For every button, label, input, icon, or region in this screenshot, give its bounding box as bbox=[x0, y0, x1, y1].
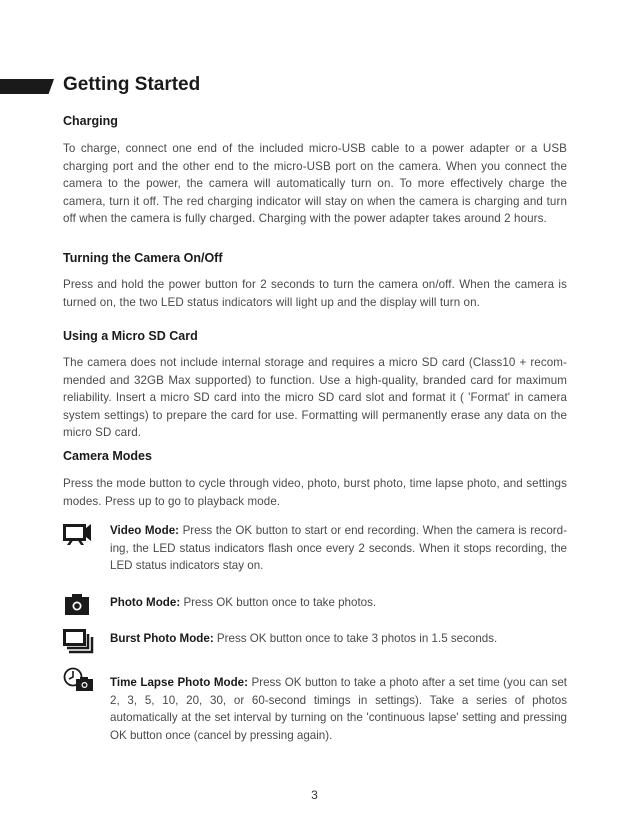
burst-mode-label: Burst Photo Mode: bbox=[110, 632, 214, 645]
timelapse-mode-text bbox=[110, 674, 567, 744]
timelapse-mode-desc: Press OK button to take a photo after a set time (you can set 2, 3, 5, 10, 20, 30, or 60-second timings in settings). Take a series of photos automatically at the set interval by turning on the 'continuous lapse' setting and pressing OK button once (cancel by pressing again). bbox=[110, 676, 567, 742]
burst-photo-icon bbox=[63, 628, 95, 654]
modes-body: Press the mode button to cycle through video, photo, burst photo, time lapse photo, and settings modes. Press up to go to playback mode. bbox=[63, 477, 567, 508]
burst-mode-text bbox=[110, 630, 567, 648]
video-mode-desc: Press the OK button to start or end recording. When the camera is record-ing, the LED status indicators flash once every 2 seconds. When it stops recording, the LED status indicators stay on. bbox=[110, 524, 567, 572]
timelapse-mode-label: Time Lapse Photo Mode: bbox=[110, 676, 248, 689]
title-accent-bar bbox=[0, 79, 54, 94]
photo-mode-label: Photo Mode: bbox=[110, 596, 181, 609]
sdcard-heading: Using a Micro SD Card bbox=[63, 329, 198, 343]
photo-camera-icon bbox=[63, 592, 95, 618]
photo-mode-text bbox=[110, 594, 567, 612]
video-camera-icon bbox=[63, 522, 95, 548]
modes-heading: Camera Modes bbox=[63, 449, 152, 463]
video-mode-text bbox=[110, 522, 567, 575]
power-body: Press and hold the power button for 2 seconds to turn the camera on/off. When the camera is turned on, the two LED status indicators will light up and the display will turn on. bbox=[63, 278, 567, 309]
sdcard-body: The camera does not include internal storage and requires a micro SD card (Class10 + recom-mended and 32GB Max supported) to function. Use a high-quality, branded card for maximum reliability. Insert a micro SD card into the micro SD card slot and format it ( 'Format' in camera system settings) to prepare the card for use. Formatting will permanently erase any data on the micro SD card. bbox=[63, 356, 567, 439]
page-title: Getting Started bbox=[63, 74, 201, 95]
charging-body: To charge, connect one end of the included micro-USB cable to a power adapter or a USB charging port and the other end to the micro-USB port on the camera. When you connect the camera to the power, the camera will automatically turn on. To more effectively charge the camera, turn it off. The red charging indicator will stay on when the camera is charging and turn off when the camera is fully charged. Charging with the power adapter takes around 2 hours. bbox=[63, 142, 567, 225]
power-heading: Turning the Camera On/Off bbox=[63, 251, 223, 265]
burst-mode-desc: Press OK button once to take 3 photos in 1.5 seconds. bbox=[216, 632, 498, 645]
video-mode-label: Video Mode: bbox=[110, 524, 180, 537]
page-number: 3 bbox=[311, 788, 318, 802]
time-lapse-icon bbox=[63, 666, 95, 692]
charging-heading: Charging bbox=[63, 114, 118, 128]
photo-mode-desc: Press OK button once to take photos. bbox=[183, 596, 377, 609]
